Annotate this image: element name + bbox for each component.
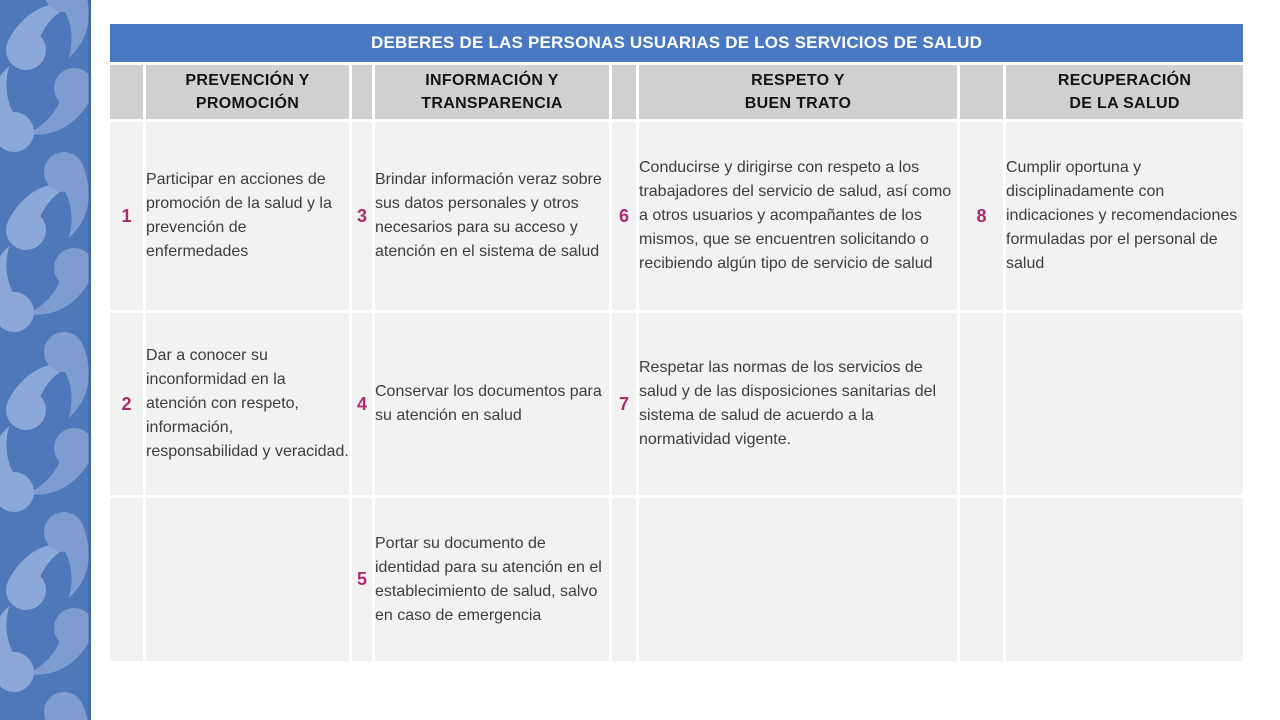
header-line: BUEN TRATO	[744, 95, 852, 112]
duty-number-6: 6	[612, 122, 636, 310]
duty-text-1: Participar en acciones de promoción de la salud y la prevención de enfermedades	[146, 122, 349, 310]
duty-text-2: Dar a conocer su inconformidad en la atención con respeto, información, responsabilidad y veracidad.	[146, 313, 349, 495]
header-line: DE LA SALUD	[1069, 95, 1180, 112]
duty-text-7: Respetar las normas de los servicios de salud y de las disposiciones sanitarias del sistema de salud de acuerdo a la normatividad vigente.	[639, 313, 957, 495]
empty-number-cell	[110, 498, 143, 661]
duty-number-7: 7	[612, 313, 636, 495]
header-spacer-4	[960, 65, 1003, 119]
header-line: TRANSPARENCIA	[421, 95, 563, 112]
decorative-side-pattern	[0, 0, 91, 720]
duty-number-2: 2	[110, 313, 143, 495]
table-title: DEBERES DE LAS PERSONAS USUARIAS DE LOS SERVICIOS DE SALUD	[110, 24, 1243, 62]
column-header-respeto-buen-trato	[639, 65, 957, 119]
column-header-informacion-transparencia	[375, 65, 609, 119]
duty-number-3: 3	[352, 122, 372, 310]
column-header-prevencion-promocion	[146, 65, 349, 119]
header-spacer-1	[110, 65, 143, 119]
duty-text-3: Brindar información veraz sobre sus datos personales y otros necesarios para su acceso y atención en el sistema de salud	[375, 122, 609, 310]
empty-text-cell	[639, 498, 957, 661]
empty-text-cell	[1006, 313, 1243, 495]
header-spacer-2	[352, 65, 372, 119]
duty-text-8: Cumplir oportuna y disciplinadamente con indicaciones y recomendaciones formuladas por el personal de salud	[1006, 122, 1243, 310]
empty-number-cell	[960, 313, 1003, 495]
header-line: INFORMACIÓN Y	[425, 71, 559, 89]
empty-text-cell	[1006, 498, 1243, 661]
duty-text-6: Conducirse y dirigirse con respeto a los trabajadores del servicio de salud, así como a otros usuarios y acompañantes de los mismos, que se encuentren solicitando o recibiendo algún tipo de servicio de salud	[639, 122, 957, 310]
duty-text-4: Conservar los documentos para su atención en salud	[375, 313, 609, 495]
empty-text-cell	[146, 498, 349, 661]
empty-number-cell	[960, 498, 1003, 661]
duty-text-5: Portar su documento de identidad para su atención en el establecimiento de salud, salvo en caso de emergencia	[375, 498, 609, 661]
header-spacer-3	[612, 65, 636, 119]
empty-number-cell	[612, 498, 636, 661]
header-line: RECUPERACIÓN	[1057, 71, 1192, 89]
header-line: RESPETO Y	[751, 71, 845, 89]
header-line: PREVENCIÓN Y	[185, 71, 310, 89]
duties-table	[107, 21, 1246, 664]
swirl-pattern	[0, 0, 91, 720]
column-header-recuperacion-salud	[1006, 65, 1243, 119]
duty-number-4: 4	[352, 313, 372, 495]
duty-number-8: 8	[960, 122, 1003, 310]
duty-number-1: 1	[110, 122, 143, 310]
duty-number-5: 5	[352, 498, 372, 661]
header-line: PROMOCIÓN	[195, 95, 300, 112]
